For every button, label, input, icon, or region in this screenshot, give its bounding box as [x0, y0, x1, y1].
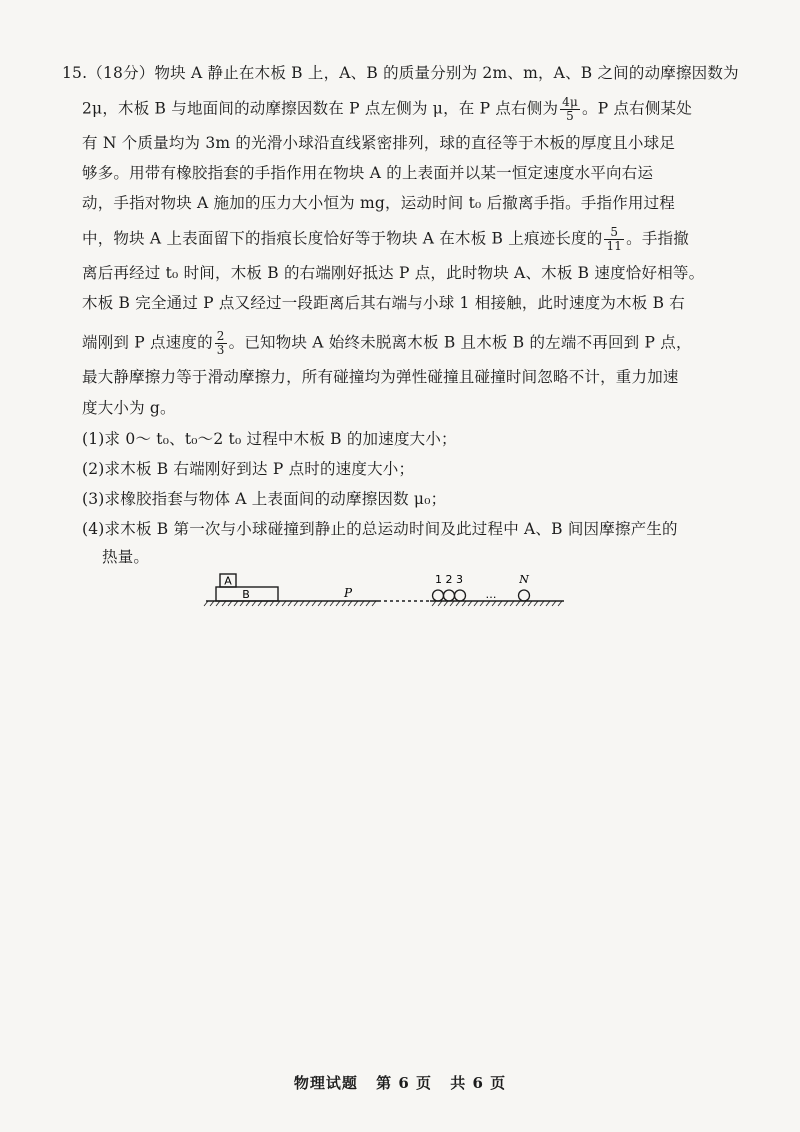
problem-line-1 [62, 62, 739, 84]
ball-3 [455, 590, 466, 601]
problem-line-2 [82, 96, 692, 123]
physics-diagram [200, 566, 570, 616]
page-footer [0, 1072, 800, 1093]
label-ellipsis: … [485, 588, 497, 601]
problem-text: 。P 点右侧某处 [582, 99, 692, 118]
problem-text: 端刚到 P 点速度的 [82, 333, 213, 352]
problem-line-3 [82, 132, 675, 154]
ball-1 [433, 590, 444, 601]
problem-line-6 [82, 226, 689, 253]
label-P: P [343, 586, 353, 600]
problem-text: 2μ，木板 B 与地面间的动摩擦因数在 P 点左侧为 μ，在 P 点右侧为 [82, 99, 559, 118]
ball-2 [444, 590, 455, 601]
problem-text: 够多。用带有橡胶指套的手指作用在物块 A 的上表面并以某一恒定速度水平向右运 [82, 164, 654, 182]
problem-number-score: 15.（18分） [62, 64, 155, 82]
question-1 [82, 428, 457, 450]
footer-total: 共 6 页 [450, 1074, 507, 1092]
problem-text: 物块 A 静止在木板 B 上，A、B 的质量分别为 2m、m，A、B 之间的动摩擦因数为 [154, 64, 739, 82]
question-3 [82, 488, 446, 510]
problem-line-7 [82, 262, 704, 284]
footer-subject: 物理试题 [293, 1074, 358, 1092]
problem-text: 离后再经过 t₀ 时间，木板 B 的右端刚好抵达 P 点，此时物块 A、木板 B 速度恰好相等。 [82, 264, 705, 282]
question-text: (4)求木板 B 第一次与小球碰撞到静止的总运动时间及此过程中 A、B 间因摩擦产生的 [82, 520, 678, 538]
problem-line-5 [82, 192, 675, 214]
question-text: (2)求木板 B 右端刚好到达 P 点时的速度大小； [82, 460, 415, 478]
fraction-5-over-11: $\frac{5}{11}$ [606, 225, 623, 253]
problem-text: 最大静摩擦力等于滑动摩擦力，所有碰撞均为弹性碰撞且碰撞时间忽略不计，重力加速 [82, 368, 679, 386]
problem-line-8 [82, 292, 685, 314]
problem-text: 动，手指对物块 A 施加的压力大小恒为 mg，运动时间 t₀ 后撤离手指。手指作用过程 [82, 194, 675, 212]
problem-text: 有 N 个质量均为 3m 的光滑小球沿直线紧密排列，球的直径等于木板的厚度且小球足 [82, 134, 676, 152]
question-2 [82, 458, 414, 480]
problem-line-9 [82, 330, 692, 357]
question-text: (1)求 0～ t₀、t₀～2 t₀ 过程中木板 B 的加速度大小； [82, 430, 457, 448]
problem-line-10 [82, 366, 679, 388]
problem-text: 度大小为 g。 [82, 399, 176, 417]
problem-line-11 [82, 397, 176, 419]
label-A: A [224, 574, 232, 588]
label-N: N [519, 573, 529, 586]
label-balls-123: 1 2 3 [435, 573, 463, 586]
question-text: (3)求橡胶指套与物体 A 上表面间的动摩擦因数 μ₀； [82, 490, 447, 508]
label-B: B [242, 588, 250, 601]
problem-line-4 [82, 162, 653, 184]
question-4-continued [102, 546, 149, 568]
problem-text: 中，物块 A 上表面留下的指痕长度恰好等于物块 A 在木板 B 上痕迹长度的 [82, 229, 603, 248]
footer-page: 第 6 页 [376, 1074, 432, 1092]
ball-N [519, 590, 530, 601]
question-4 [82, 518, 678, 540]
problem-text: 。已知物块 A 始终未脱离木板 B 且木板 B 的左端不再回到 P 点， [228, 333, 692, 352]
problem-text: 。手指撤 [626, 229, 689, 248]
question-text: 热量。 [102, 548, 150, 566]
problem-text: 木板 B 完全通过 P 点又经过一段距离后其右端与小球 1 相接触，此时速度为木板 B 右 [82, 294, 685, 312]
fraction-4mu-over-5: $\frac{4\mu}{5}$ [562, 95, 578, 123]
fraction-2-over-3: $\frac{2}{3}$ [216, 329, 225, 357]
